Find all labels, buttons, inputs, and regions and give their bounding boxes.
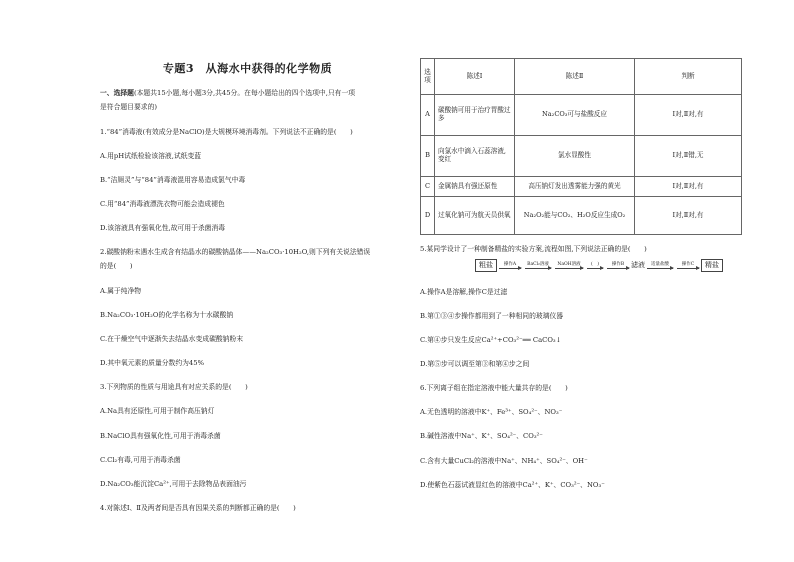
q1-stem: 1.“84”消毒液(有效成分是NaClO)是大规模环境消毒剂。下列说法不正确的是( )	[100, 127, 353, 136]
flow-arrow	[555, 262, 583, 268]
table-cell: Ⅰ对,Ⅱ对,有	[635, 177, 742, 197]
q2-option-b: B.Na₂CO₃·10H₂O的化学名称为十水碳酸钠	[100, 310, 234, 319]
q3-option-a: A.Na具有还原性,可用于制作高压钠灯	[100, 407, 215, 416]
flow-step-label: 操作A	[503, 262, 517, 268]
flow-step-label: 操作B	[611, 262, 625, 268]
table-cell: Na₂CO₃可与盐酸反应	[515, 95, 635, 136]
table-cell: 碳酸钠可用于治疗胃酸过多	[435, 95, 515, 136]
table-cell: Ⅰ对,Ⅱ错,无	[635, 136, 742, 177]
q3-option-d: D.Na₂CO₃能沉淀Ca²⁺,可用于去除物品表面油污	[100, 479, 247, 488]
flow-arrow	[499, 262, 521, 268]
q6-option-d: D.使紫色石蕊试液显红色的溶液中Ca²⁺、K⁺、CO₃²⁻、NO₃⁻	[420, 480, 605, 489]
table-row	[421, 177, 742, 197]
q2-stem-line1: 2.碳酸钠粉末遇水生成含有结晶水的碳酸钠晶体——Na₂CO₃·10H₂O,则下列有关说法错误	[100, 248, 371, 257]
q6-option-c: C.含有大量CuCl₂的溶液中Na⁺、NH₄⁺、SO₄²⁻、OH⁻	[420, 456, 588, 465]
table-cell: 高压钠灯发出透雾能力强的黄光	[515, 177, 635, 197]
q5-stem: 5.某同学设计了一种制备精盐的实验方案,流程如图,下列说法正确的是( )	[420, 245, 647, 253]
page-title: 专题3 从海水中获得的化学物质	[162, 62, 333, 75]
statement-table	[420, 58, 742, 235]
section-heading: 一、选择题	[100, 89, 134, 98]
q4-stem: 4.对陈述Ⅰ、Ⅱ及两者间是否具有因果关系的判断都正确的是( )	[100, 504, 296, 512]
table-cell: Ⅰ对,Ⅱ对,有	[635, 197, 742, 235]
q6-option-b: B.碱性溶液中Na⁺、K⁺、SO₄²⁻、CO₃²⁻	[420, 432, 543, 441]
table-cell: D	[421, 197, 435, 235]
flow-arrow	[587, 262, 603, 268]
flow-step-label: BaCl₂溶液	[527, 262, 549, 268]
table-cell: A	[421, 95, 435, 136]
flow-step-label: NaOH溶液	[557, 262, 581, 268]
table-cell: 氯水显酸性	[515, 136, 635, 177]
section-intro-line2: 是符合题目要求的)	[100, 103, 158, 112]
flow-arrow	[677, 262, 699, 268]
table-row	[421, 136, 742, 177]
q1-option-b: B.“洁厕灵”与“84”消毒液混用容易造成氯气中毒	[100, 175, 246, 184]
header-option: 选项	[421, 59, 435, 95]
flow-arrow	[647, 262, 673, 268]
q3-option-b: B.NaClO具有强氧化性,可用于消毒杀菌	[100, 431, 221, 440]
right-column	[420, 58, 740, 505]
q2-option-d: D.其中氧元素的质量分数约为45%	[100, 359, 205, 368]
q2-stem-line2: 的是( )	[100, 262, 133, 271]
flow-step-label: 适量盐酸	[651, 262, 669, 268]
q1-option-d: D.该溶液具有强氧化性,故可用于杀菌消毒	[100, 224, 226, 233]
header-judgement: 判断	[635, 59, 742, 95]
q5-flow-diagram	[475, 259, 740, 271]
flow-end-box: 精盐	[701, 259, 723, 271]
flow-step-label: ( )	[590, 262, 599, 268]
q5-option-c: C.第④步只发生反应Ca²⁺+CO₃²⁻══ CaCO₃↓	[420, 335, 562, 344]
table-cell: 过氧化钠可为航天员供氧	[435, 197, 515, 235]
header-statement-1: 陈述Ⅰ	[435, 59, 515, 95]
table-row	[421, 197, 742, 235]
flow-arrow	[525, 262, 551, 268]
table-header-row	[421, 59, 742, 95]
left-column	[100, 62, 395, 528]
flow-step-label: 操作C	[681, 262, 695, 268]
table-cell: B	[421, 136, 435, 177]
q2-option-a: A.属于纯净物	[100, 286, 142, 295]
section-intro	[100, 89, 395, 97]
table-cell: Ⅰ对,Ⅱ对,有	[635, 95, 742, 136]
q1-option-c: C.用“84”消毒液漂洗衣物可能会造成褪色	[100, 199, 225, 208]
q3-option-c: C.Cl₂有毒,可用于消毒杀菌	[100, 455, 181, 464]
q6-stem: 6.下列离子组在指定溶液中能大量共存的是( )	[420, 384, 568, 393]
section-intro-line1: (本题共15小题,每小题3分,共45分。在每小题给出的四个选项中,只有一项	[133, 89, 356, 98]
q3-stem: 3.下列物质的性质与用途具有对应关系的是( )	[100, 383, 248, 392]
table-cell: Na₂O₂能与CO₂、H₂O反应生成O₂	[515, 197, 635, 235]
q6-option-a: A.无色透明的溶液中K⁺、Fe³⁺、SO₄²⁻、NO₃⁻	[420, 408, 563, 417]
flow-mid-label: 滤液	[631, 261, 645, 270]
table-cell: 金属钠具有强还原性	[435, 177, 515, 197]
q1-option-a: A.用pH试纸检验该溶液,试纸变蓝	[100, 151, 202, 160]
table-cell: 向氯水中滴入石蕊溶液,变红	[435, 136, 515, 177]
q2-option-c: C.在干燥空气中逐渐失去结晶水变成碳酸钠粉末	[100, 334, 244, 343]
table-row	[421, 95, 742, 136]
q5-option-b: B.第①③④步操作都用到了一种相同的玻璃仪器	[420, 311, 564, 320]
q5-option-a: A.操作A是溶解,操作C是过滤	[420, 287, 508, 296]
flow-start-box: 粗盐	[475, 259, 497, 271]
q5-option-d: D.第⑤步可以调至第③和第④步之间	[420, 360, 530, 369]
flow-arrow	[607, 262, 629, 268]
table-cell: C	[421, 177, 435, 197]
header-statement-2: 陈述Ⅱ	[515, 59, 635, 95]
